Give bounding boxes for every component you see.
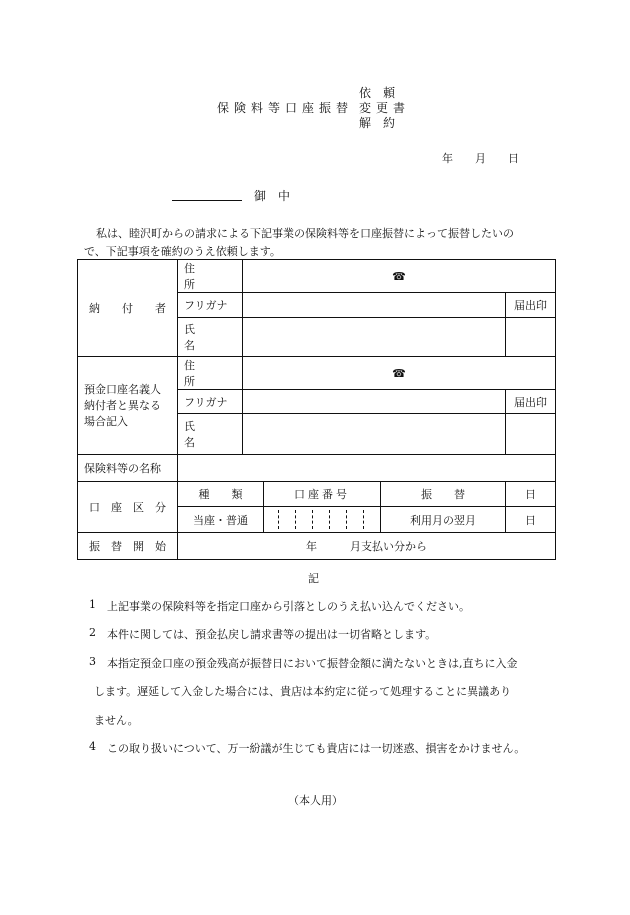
digit-divider xyxy=(312,510,313,529)
copy-label: （本人用） xyxy=(288,794,343,807)
ki-heading: 記 xyxy=(308,572,319,585)
payer-label: 納 付 者 xyxy=(78,260,178,357)
holder-name-label: 氏 名 xyxy=(178,414,243,455)
payer-furigana-field[interactable] xyxy=(243,293,506,318)
digit-divider xyxy=(295,510,296,529)
intro-line-1: 私は、睦沢町からの請求による下記事業の保険料等を口座振替によって振替したいの xyxy=(96,227,514,240)
holder-label-line-3: 場合記入 xyxy=(84,414,128,428)
request-form-table xyxy=(77,259,556,560)
account-number-field[interactable] xyxy=(264,507,381,533)
term-3-line-3: ません。 xyxy=(94,714,139,727)
insurance-name-field[interactable] xyxy=(178,455,556,482)
holder-label-line-2: 納付者と異なる xyxy=(84,398,161,412)
addressee-blank xyxy=(172,188,242,201)
term-3-line-2: します。遅延して入金した場合には、貴店は本約定に従って処理することに異議あり xyxy=(94,685,512,698)
term-4-line-1: この取り扱いについて、万一紛議が生じても貴店には一切迷惑、損害をかけません。 xyxy=(107,742,526,755)
title-option-kaiyaku: 解 約 xyxy=(359,116,396,130)
holder-furigana-field[interactable] xyxy=(243,390,506,414)
intro-line-2: で、下記事項を確約のうえ依頼します。 xyxy=(84,245,281,258)
addressee-suffix: 御 中 xyxy=(254,189,291,203)
term-number-2: 2 xyxy=(89,626,96,639)
holder-address-field[interactable] xyxy=(243,357,556,390)
account-section-label: 口 座 区 分 xyxy=(78,482,178,533)
payer-seal-field[interactable] xyxy=(506,318,556,357)
title-main: 保険料等口座振替 xyxy=(217,101,354,115)
start-value[interactable]: 年 月支払い分から xyxy=(178,533,556,560)
holder-furigana-label: フリガナ xyxy=(178,390,243,414)
holder-label xyxy=(78,357,178,455)
digit-divider xyxy=(346,510,347,529)
title-option-irai: 依 頼 xyxy=(359,86,396,100)
term-number-3: 3 xyxy=(89,655,96,668)
term-1-line-1: 上記事業の保険料等を指定口座から引落としのうえ払い込んでください。 xyxy=(107,600,470,613)
transfer-day-label: 日 xyxy=(506,482,556,507)
transfer-day-value: 日 xyxy=(506,507,556,533)
payer-address-field[interactable] xyxy=(243,260,556,293)
payer-name-field[interactable] xyxy=(243,318,506,357)
phone-icon: ☎ xyxy=(392,269,406,283)
account-type-label: 種 類 xyxy=(178,482,264,507)
payer-furigana-label: フリガナ xyxy=(178,293,243,318)
account-number-label: 口座番号 xyxy=(264,482,381,507)
payer-address-label: 住 所 xyxy=(178,260,243,293)
phone-icon: ☎ xyxy=(392,366,406,380)
term-2-line-1: 本件に関しては、預金払戻し請求書等の提出は一切省略とします。 xyxy=(107,628,437,641)
transfer-label: 振 替 xyxy=(381,482,506,507)
term-number-1: 1 xyxy=(89,598,96,611)
transfer-value: 利用月の翌月 xyxy=(381,507,506,533)
date-line: 年 月 日 xyxy=(442,152,519,165)
digit-divider xyxy=(278,510,279,529)
start-label: 振 替 開 始 xyxy=(78,533,178,560)
title-option-henkou: 変更書 xyxy=(359,101,411,115)
payer-seal-label: 届出印 xyxy=(506,293,556,318)
holder-seal-field[interactable] xyxy=(506,414,556,455)
term-number-4: 4 xyxy=(89,740,96,753)
digit-divider xyxy=(363,510,364,529)
account-type-value[interactable]: 当座・普通 xyxy=(178,507,264,533)
holder-address-label: 住 所 xyxy=(178,357,243,390)
payer-name-label: 氏 名 xyxy=(178,318,243,357)
holder-label-line-1: 預金口座名義人 xyxy=(84,382,161,396)
holder-name-field[interactable] xyxy=(243,414,506,455)
insurance-name-label: 保険料等の名称 xyxy=(78,455,178,482)
term-3-line-1: 本指定預金口座の預金残高が振替日において振替金額に満たないときは,直ちに入金 xyxy=(107,657,518,670)
holder-seal-label: 届出印 xyxy=(506,390,556,414)
digit-divider xyxy=(329,510,330,529)
